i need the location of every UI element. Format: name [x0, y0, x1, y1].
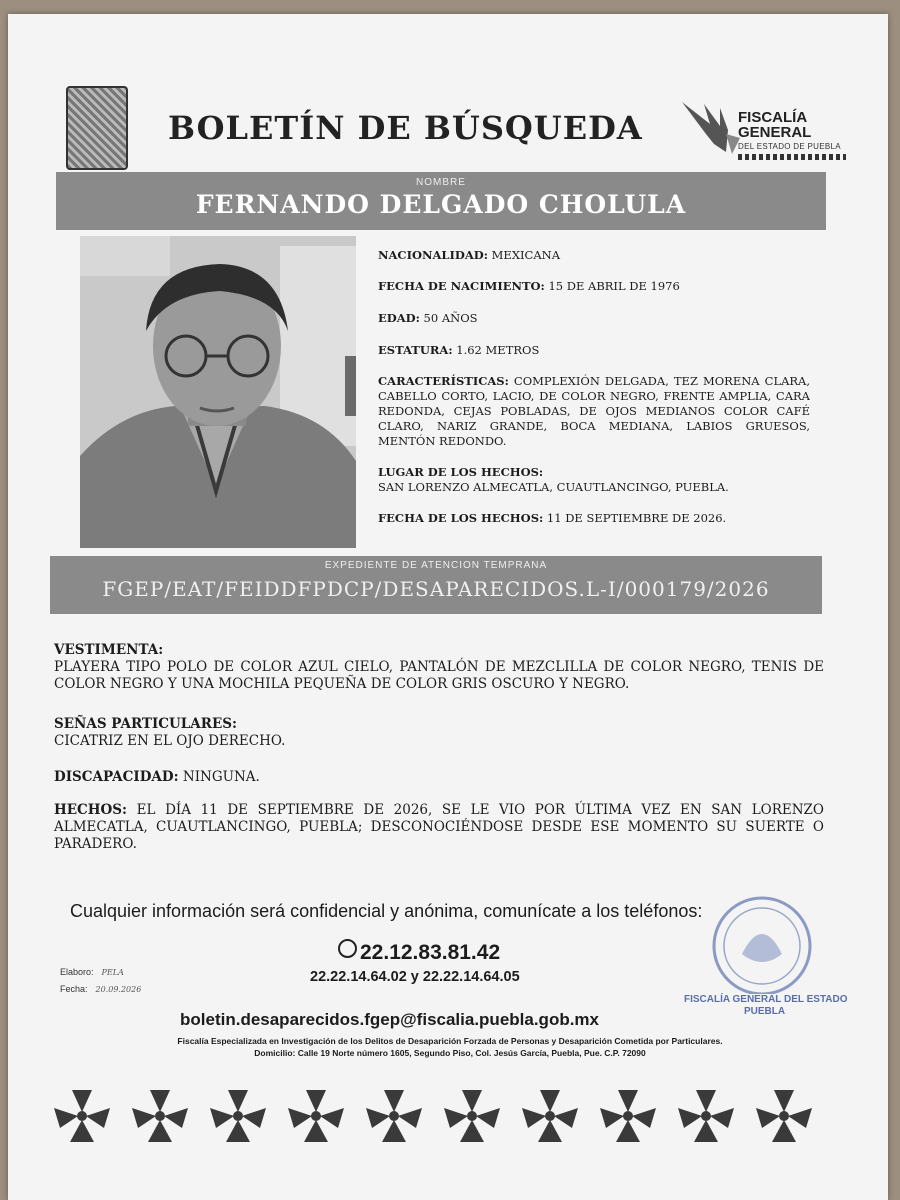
- field-edad: EDAD: 50 AÑOS: [378, 311, 478, 325]
- ornament-motif: [54, 1090, 110, 1142]
- ornament-motif: [756, 1090, 812, 1142]
- contact-email: boletin.desaparecidos.fgep@fiscalia.puebla.gob.mx: [180, 1010, 600, 1029]
- footer-agency: Fiscalía Especializada en Investigación de los Delitos de Desaparición Forzada de Personas y Desaparición Cometida por Particulares.: [177, 1036, 723, 1046]
- section-senas-particulares: SEÑAS PARTICULARES: CICATRIZ EN EL OJO DERECHO.: [54, 716, 286, 749]
- ornament-motif: [210, 1090, 266, 1142]
- footer-address: Domicilio: Calle 19 Norte número 1605, Segundo Piso, Col. Jesús García, Puebla, Pue. C.P. 72090: [254, 1048, 646, 1058]
- field-estatura: ESTATURA: 1.62 METROS: [378, 343, 540, 357]
- section-hechos: HECHOS: EL DÍA 11 DE SEPTIEMBRE DE 2026, SE LE VIO POR ÚLTIMA VEZ EN SAN LORENZO ALMECATLA, CUAUTLANCINGO, PUEBLA; DESCONOCIÉNDOSE DESDE ESE MOMENTO SU SUERTE O PARADERO.: [54, 802, 825, 852]
- ornament-motif: [678, 1090, 734, 1142]
- case-file-label: EXPEDIENTE DE ATENCION TEMPRANA: [324, 560, 548, 571]
- case-file-band: [50, 556, 822, 614]
- section-vestimenta: VESTIMENTA: PLAYERA TIPO POLO DE COLOR AZUL CIELO, PANTALÓN DE MEZCLILLA DE COLOR NEGRO, TENIS DE COLOR NEGRO Y UNA MOCHILA PEQUEÑA DE COLOR GRIS OSCURO Y NEGRO.: [54, 642, 824, 692]
- state-coat-of-arms-logo: [66, 86, 128, 170]
- bulletin-title: BOLETÍN DE BÚSQUEDA: [168, 109, 643, 147]
- field-caracteristicas: CARACTERÍSTICAS: COMPLEXIÓN DELGADA, TEZ MORENA CLARA, CABELLO CORTO, LACIO, DE COLOR NEGRO, FRENTE AMPLIA, CARA REDONDA, CEJAS POBLADAS, DE OJOS MEDIANOS COLOR CAFÉ CLARO, NARIZ GRANDE, BOCA MEDIANA, LABIOS GRUESOS, MENTÓN REDONDO.: [378, 374, 811, 448]
- confidential-contact-line: Cualquier información será confidencial y anónima, comunícate a los teléfonos:: [70, 901, 703, 921]
- other-phones: 22.22.14.64.02 y 22.22.14.64.05: [310, 969, 520, 985]
- field-fecha-nacimiento: FECHA DE NACIMIENTO: 15 DE ABRIL DE 1976: [378, 279, 680, 293]
- ornament-motif: [366, 1090, 422, 1142]
- ornament-motif: [600, 1090, 656, 1142]
- official-stamp: [684, 884, 840, 994]
- field-fecha-hechos: FECHA DE LOS HECHOS: 11 DE SEPTIEMBRE DE 2026.: [378, 511, 727, 525]
- ornament-motif: [288, 1090, 344, 1142]
- name-band: [56, 172, 826, 230]
- agency-line-1: FISCALÍA: [738, 109, 808, 126]
- section-discapacidad: DISCAPACIDAD: NINGUNA.: [54, 769, 260, 785]
- agency-line-2: GENERAL: [738, 124, 812, 141]
- field-nacionalidad: NACIONALIDAD: MEXICANA: [378, 248, 561, 262]
- ornament-motif: [444, 1090, 500, 1142]
- ornament-motif: [132, 1090, 188, 1142]
- elaboro-line: Elaboro: PELA: [60, 967, 124, 977]
- agency-pattern-stripe: [738, 154, 846, 160]
- prepared-by-block: [60, 964, 220, 998]
- search-bulletin-page: [8, 14, 888, 1200]
- missing-person-photo: [80, 236, 356, 548]
- fiscalia-wordmark: [738, 110, 878, 160]
- case-file-number: FGEP/EAT/FEIDDFPDCP/DESAPARECIDOS.L-I/000179/2026: [102, 577, 770, 601]
- agency-line-3: DEL ESTADO DE PUEBLA: [738, 142, 841, 151]
- fecha-line: Fecha: 20.09.2026: [60, 984, 142, 994]
- person-name: FERNANDO DELGADO CHOLULA: [195, 190, 687, 219]
- stamp-text: FISCALÍA GENERAL DEL ESTADO PUEBLA: [684, 994, 848, 1017]
- ornament-motif: [522, 1090, 578, 1142]
- main-phone: 22.12.83.81.42: [338, 939, 578, 965]
- field-lugar-hechos: LUGAR DE LOS HECHOS: SAN LORENZO ALMECATLA, CUAUTLANCINGO, PUEBLA.: [378, 465, 729, 494]
- name-label: NOMBRE: [416, 177, 466, 188]
- decorative-ornament-border: [44, 1086, 834, 1146]
- whatsapp-icon: [338, 939, 357, 958]
